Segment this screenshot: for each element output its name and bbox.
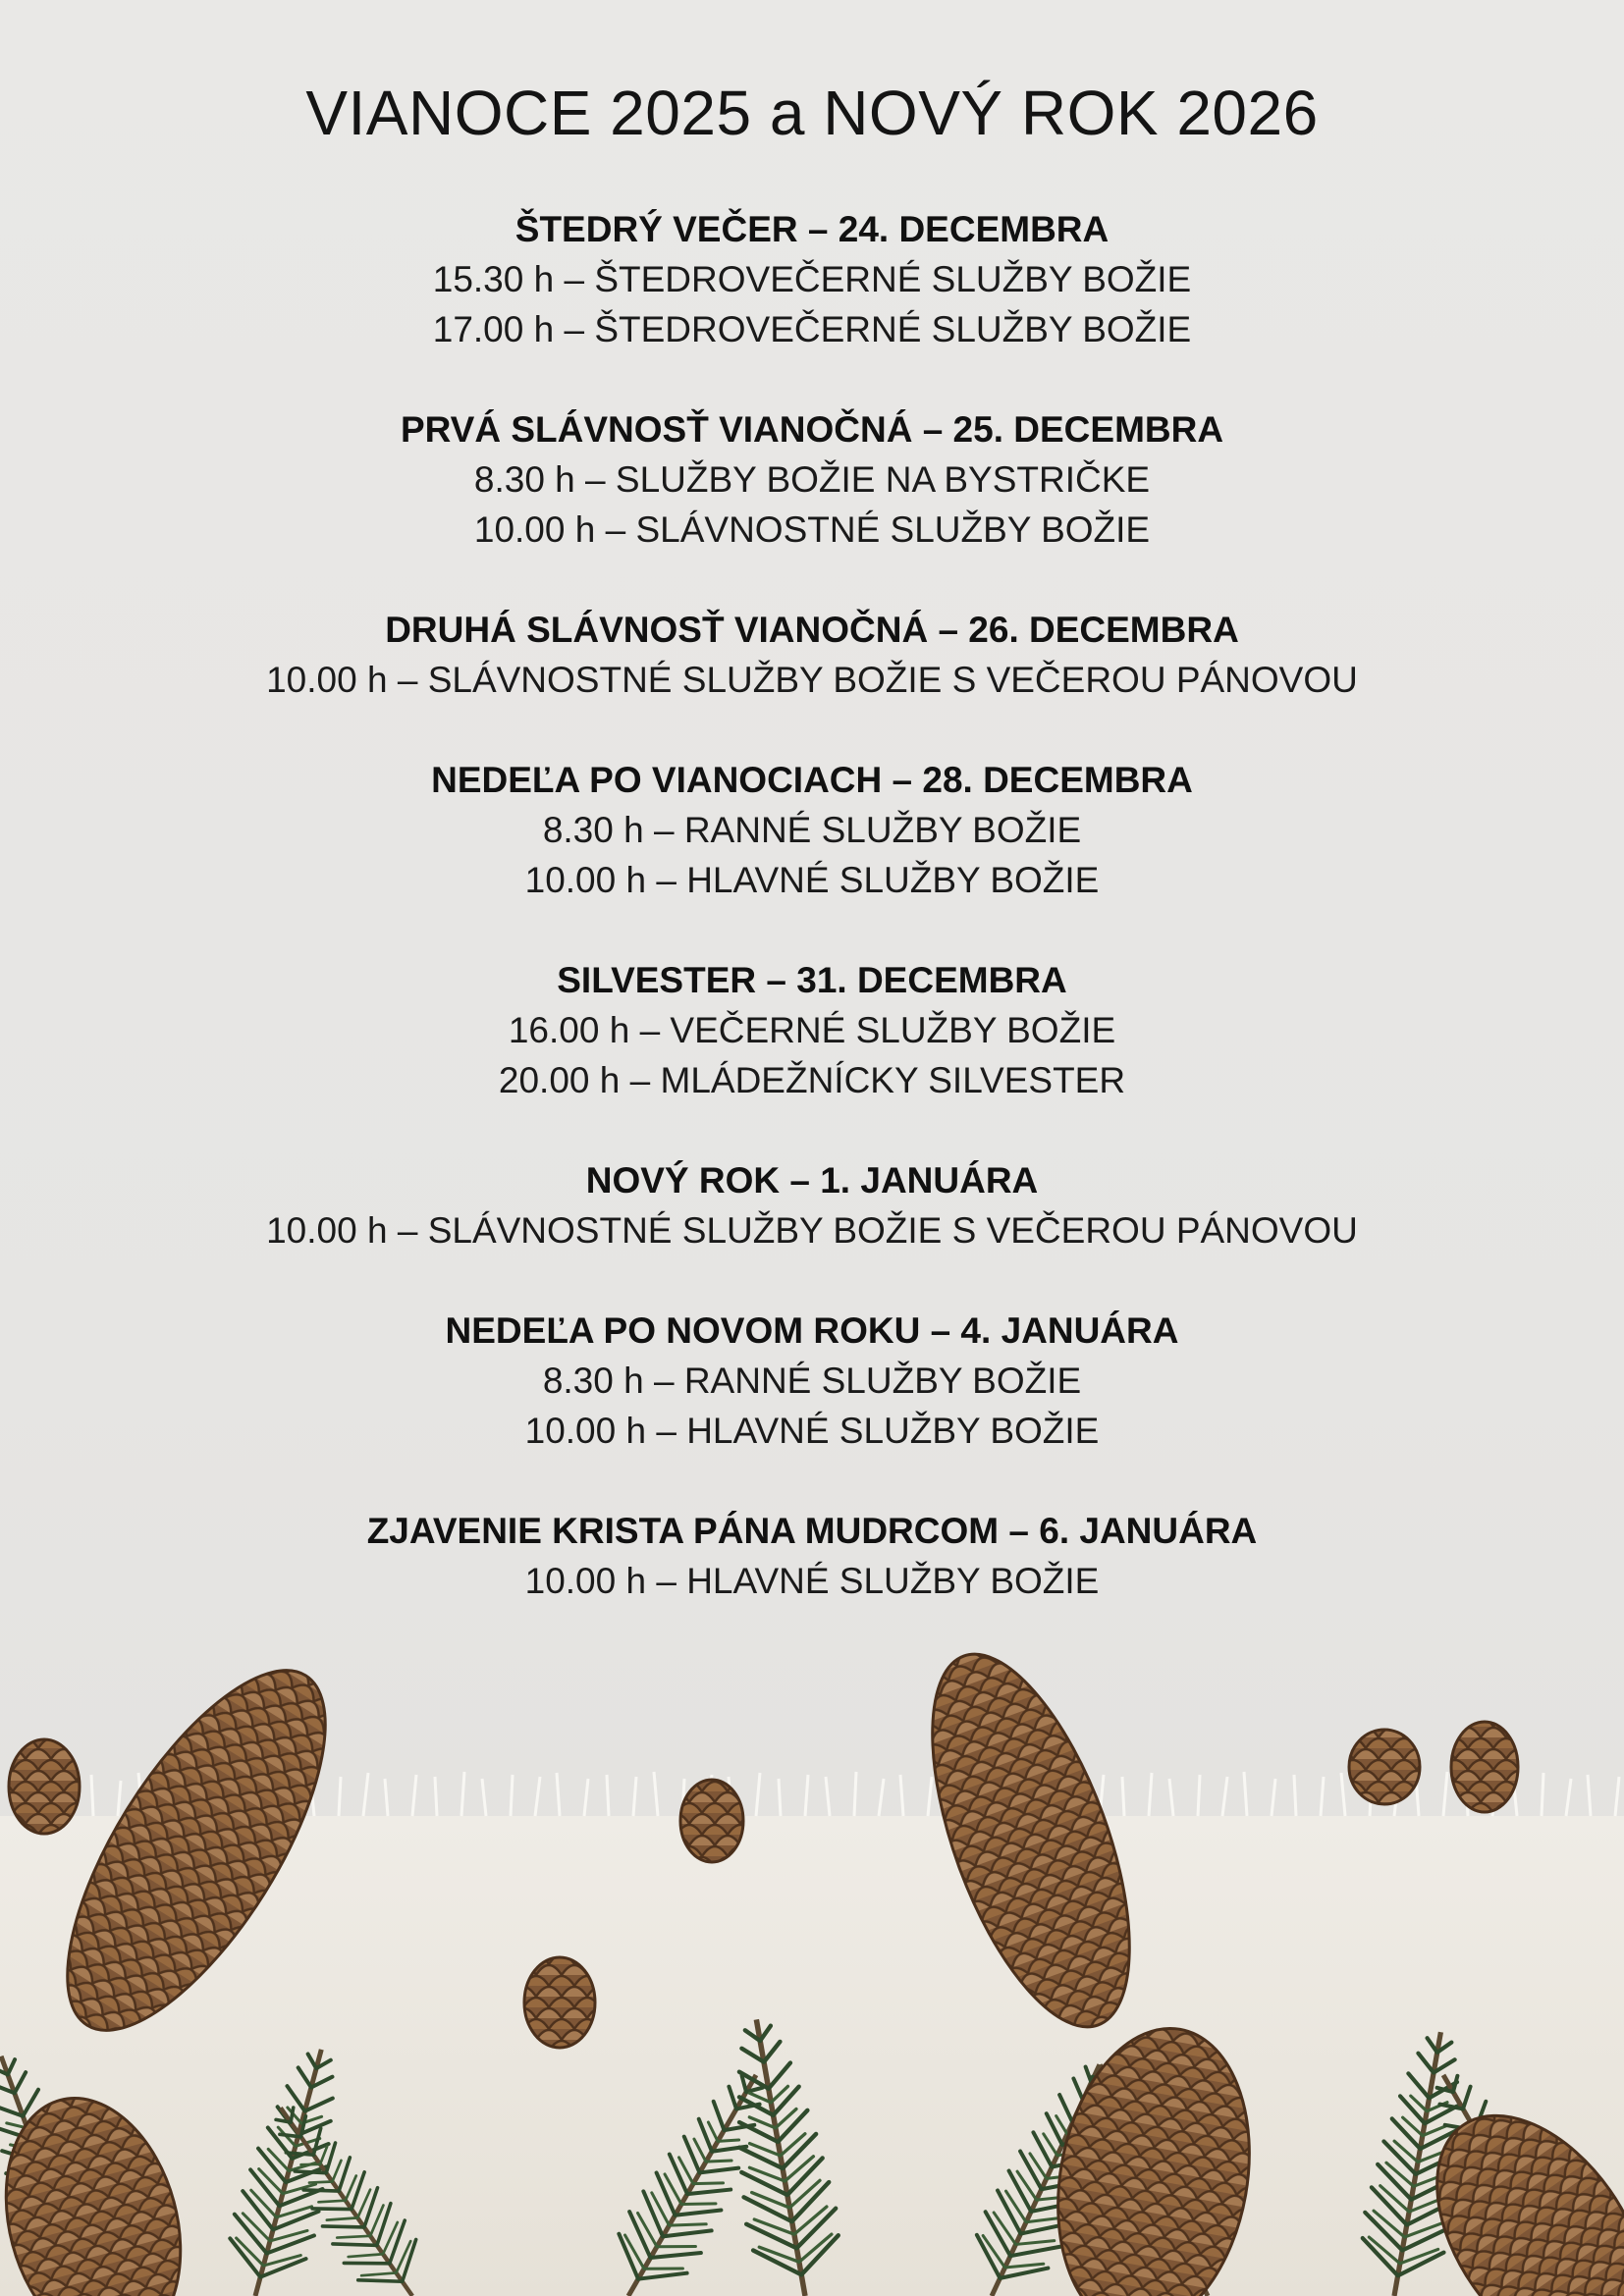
schedule [0, 204, 1624, 1656]
section-heading: PRVÁ SLÁVNOSŤ VIANOČNÁ – 25. DECEMBRA [400, 409, 1224, 450]
schedule-section [0, 1155, 1624, 1255]
section-heading: SILVESTER – 31. DECEMBRA [557, 960, 1067, 1000]
service-entry: 8.30 h – RANNÉ SLUŽBY BOŽIE [542, 1361, 1082, 1401]
service-entry: 10.00 h – SLÁVNOSTNÉ SLUŽBY BOŽIE S VEČEROU PÁNOVOU [266, 1210, 1358, 1251]
section-heading: NEDEĽA PO VIANOCIACH – 28. DECEMBRA [431, 760, 1193, 800]
section-heading: ZJAVENIE KRISTA PÁNA MUDRCOM – 6. JANUÁRA [366, 1511, 1258, 1551]
section-heading: NOVÝ ROK – 1. JANUÁRA [585, 1160, 1039, 1201]
service-entry: 16.00 h – VEČERNÉ SLUŽBY BOŽIE [508, 1010, 1116, 1050]
schedule-section [0, 605, 1624, 705]
schedule-section [0, 955, 1624, 1105]
schedule-section [0, 404, 1624, 555]
service-entry: 10.00 h – SLÁVNOSTNÉ SLUŽBY BOŽIE [473, 509, 1151, 550]
service-entry: 10.00 h – HLAVNÉ SLUŽBY BOŽIE [524, 1411, 1100, 1451]
section-heading: NEDEĽA PO NOVOM ROKU – 4. JANUÁRA [445, 1310, 1179, 1351]
service-entry: 17.00 h – ŠTEDROVEČERNÉ SLUŽBY BOŽIE [432, 309, 1192, 349]
schedule-section [0, 1306, 1624, 1456]
service-entry: 20.00 h – MLÁDEŽNÍCKY SILVESTER [498, 1060, 1126, 1100]
section-heading: ŠTEDRÝ VEČER – 24. DECEMBRA [514, 209, 1110, 249]
section-heading: DRUHÁ SLÁVNOSŤ VIANOČNÁ – 26. DECEMBRA [385, 610, 1239, 650]
service-entry: 8.30 h – RANNÉ SLUŽBY BOŽIE [542, 810, 1082, 850]
service-entry: 10.00 h – HLAVNÉ SLUŽBY BOŽIE [524, 1561, 1100, 1601]
page-title: VIANOCE 2025 a NOVÝ ROK 2026 [305, 78, 1319, 148]
service-entry: 8.30 h – SLUŽBY BOŽIE NA BYSTRIČKE [473, 459, 1151, 500]
service-entry: 10.00 h – SLÁVNOSTNÉ SLUŽBY BOŽIE S VEČEROU PÁNOVOU [266, 660, 1358, 700]
schedule-section [0, 204, 1624, 354]
pine-decoration [0, 1629, 1624, 2296]
schedule-section [0, 1506, 1624, 1606]
schedule-section [0, 755, 1624, 905]
service-entry: 15.30 h – ŠTEDROVEČERNÉ SLUŽBY BOŽIE [432, 259, 1192, 299]
service-entry: 10.00 h – HLAVNÉ SLUŽBY BOŽIE [524, 860, 1100, 900]
